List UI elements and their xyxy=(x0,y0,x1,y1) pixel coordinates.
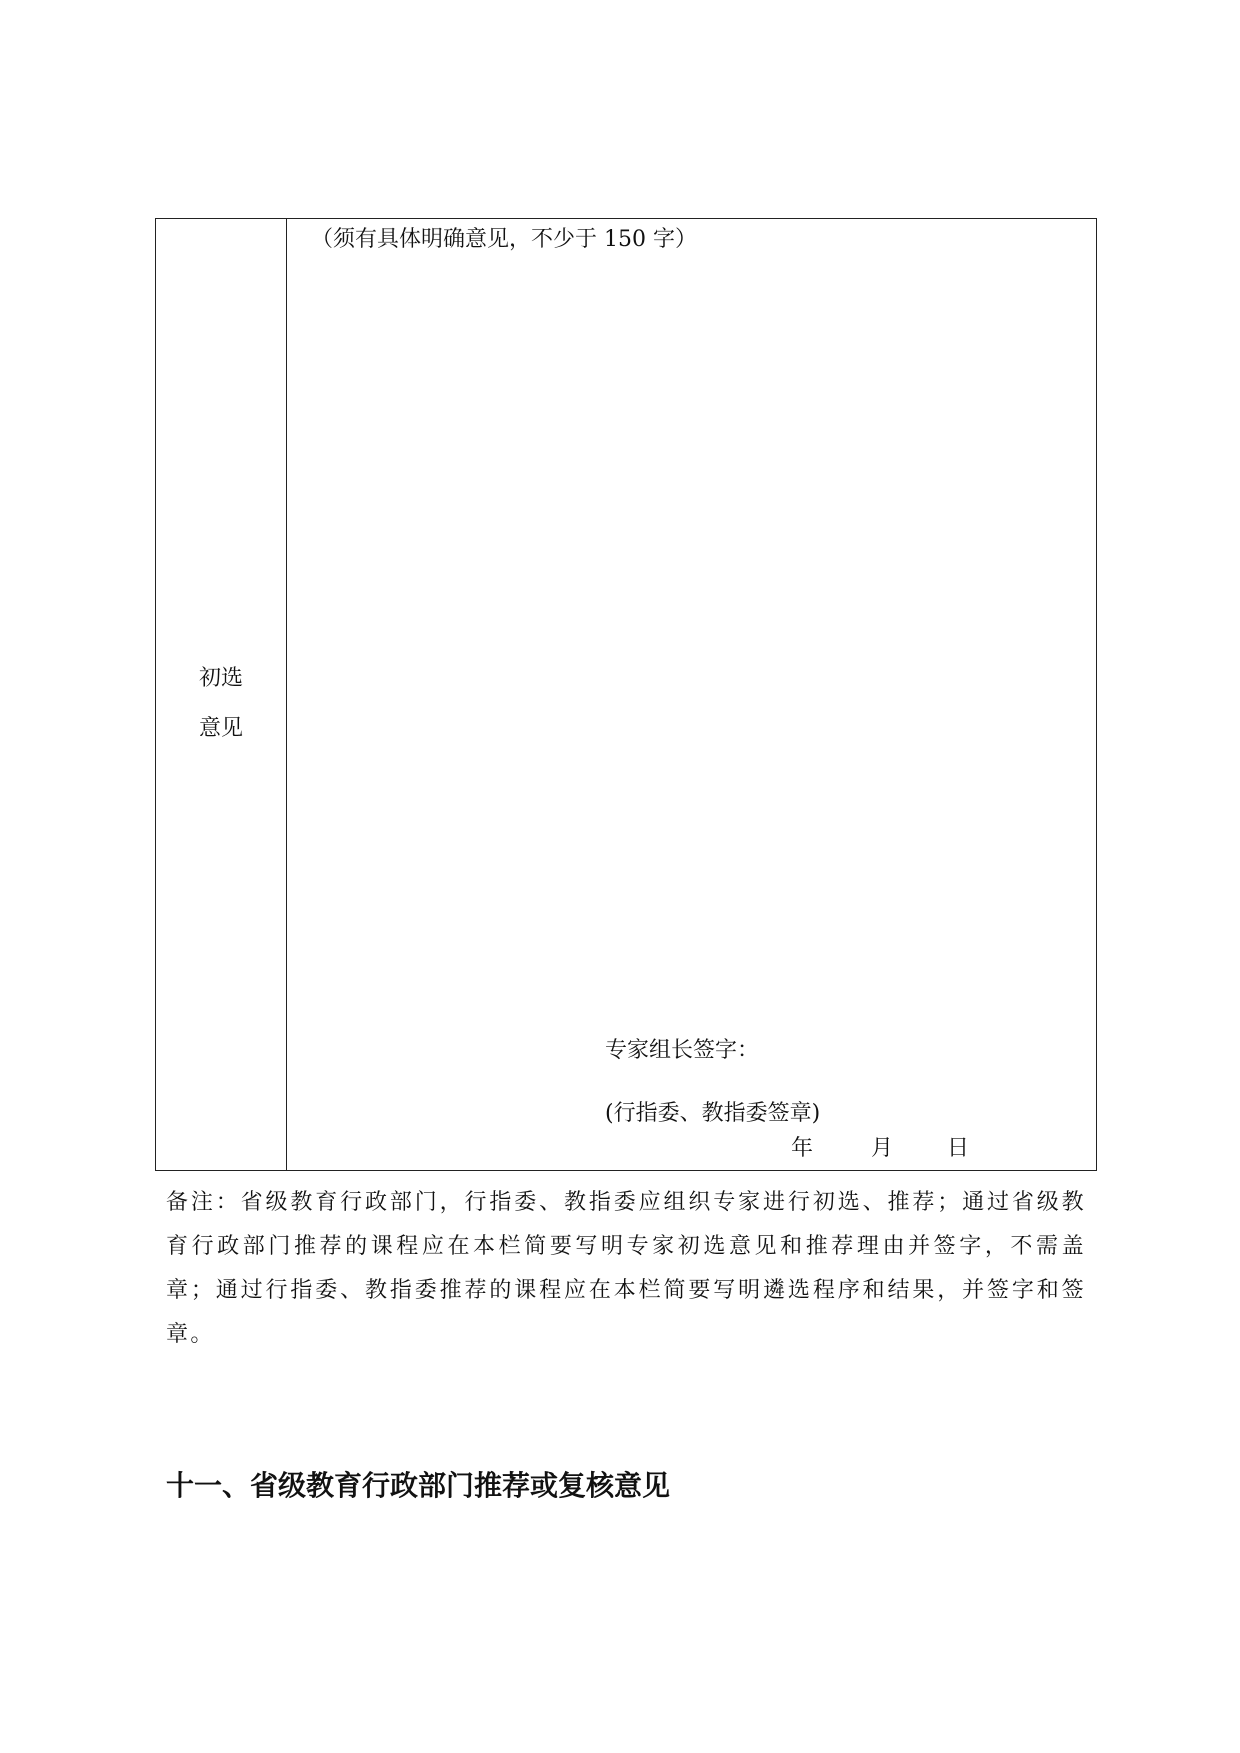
date-month-label: 月 xyxy=(871,1136,894,1161)
row-label-line2: 意见 xyxy=(198,716,243,741)
remarks-note: 备注：省级教育行政部门，行指委、教指委应组织专家进行初选、推荐；通过省级教育行政部门推荐的课程应在本栏简要写明专家初选意见和推荐理由并签字，不需盖章；通过行指委、教指委推荐的课程应在本栏简要写明遴选程序和结果，并签字和签章。 xyxy=(166,1190,1086,1347)
section-heading: 十一、省级教育行政部门推荐或复核意见 xyxy=(166,1469,671,1502)
row-label-cell xyxy=(156,219,287,1170)
row-label-line1: 初选 xyxy=(198,666,243,691)
instruction-text: （须有具体明确意见，不少于 150 字） xyxy=(311,227,697,252)
preliminary-opinion-table xyxy=(155,218,1097,1171)
opinion-content-cell[interactable] xyxy=(287,219,1096,1170)
date-row xyxy=(791,1134,969,1164)
date-day-label: 日 xyxy=(947,1136,970,1161)
leader-signature-label: 专家组长签字： xyxy=(605,1038,760,1063)
stamp-label: (行指委、教指委签章) xyxy=(605,1101,821,1126)
date-year-label: 年 xyxy=(791,1136,814,1161)
